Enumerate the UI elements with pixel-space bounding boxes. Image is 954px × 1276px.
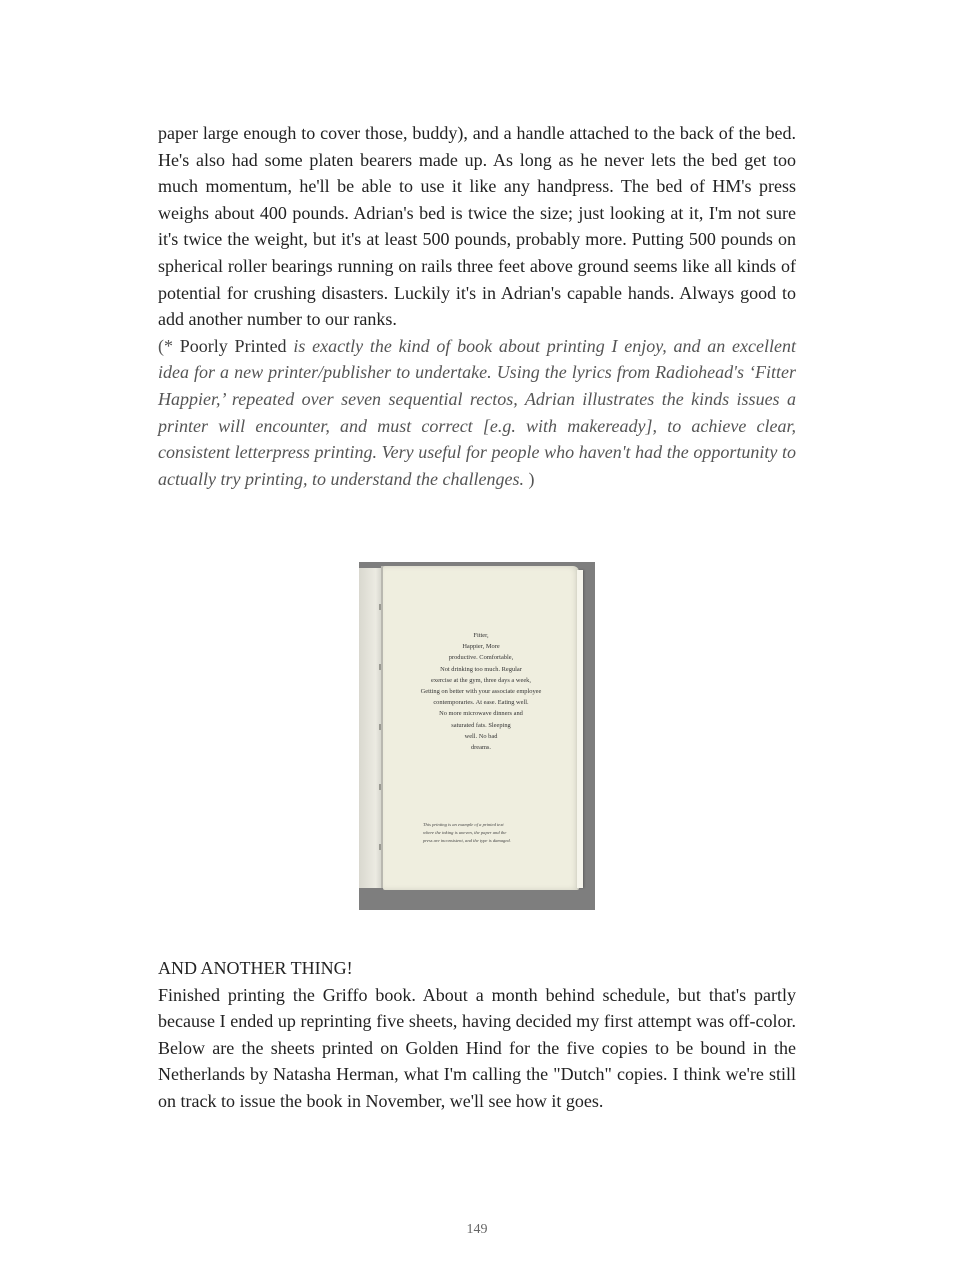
poem-line: Getting on better with your associate employee <box>420 688 542 696</box>
poem-line: dreams. <box>470 744 492 752</box>
photo-colophon <box>423 821 553 846</box>
colophon-line: press are inconsistent, and the type is damaged. <box>423 838 511 844</box>
poem-line: No more microwave dinners and <box>439 710 523 718</box>
note-close: ) <box>523 468 535 489</box>
paragraph-griffo: Finished printing the Griffo book. About a month behind schedule, but that's partly because I ended up reprinting five sheets, having decided my first attempt was off-color. Below are the sheets printed on Golden Hind for the five copies to be bound in the Netherlands by Natasha Herman, what I'm calling the "Dutch" copies. I think we're still on track to issue the book in November, we'll see how it goes. <box>158 984 796 1111</box>
poem-line: Happier, More <box>462 643 500 651</box>
poem-line: Not drinking too much. Regular <box>440 665 522 673</box>
photo-left-page <box>359 568 383 888</box>
photo-poem <box>383 630 579 753</box>
another-thing-section <box>158 955 796 1115</box>
poem-line: exercise at the gym, three days a week, <box>431 676 531 684</box>
poem-line: contemporaries. At ease. Eating well. <box>433 699 529 707</box>
page-number: 149 <box>466 1222 488 1237</box>
note-text: is exactly the kind of book about printing I enjoy, and an excellent idea for a new printer/publisher to undertake. Using the lyrics from Radiohead's ‘Fitter Happier,’ repeated over seven sequential rectos, Adrian illustrates the kinds issues a printer will encounter, and must correct [e.g. with makeready], to achieve clear, consistent letterpress printing. Very useful for people who haven't had the opportunity to actually try printing, to understand the challenges. <box>158 335 796 489</box>
poem-line: well. No bad <box>464 732 498 740</box>
poem-line: productive. Comfortable, <box>448 654 514 662</box>
section-heading: AND ANOTHER THING! <box>158 958 353 978</box>
book-photo <box>359 562 595 910</box>
poem-line: Fitter, <box>473 632 489 639</box>
photo-right-page <box>383 566 579 890</box>
poem-line: saturated fats. Sleeping <box>451 721 511 729</box>
book-note <box>158 333 796 493</box>
continuation-section <box>158 120 796 492</box>
paragraph-continuation: paper large enough to cover those, buddy), and a handle attached to the back of the bed. He's also had some platen bearers made up. As long as he never lets the bed get too much momentum, he'll be able to use it like any handpress. The bed of HM's press weighs about 400 pounds. Adrian's bed is twice the size; just looking at it, I'm not sure it's twice the weight, but it's at least 500 pounds, probably more. Putting 500 pounds on spherical roller bearings running on rails three feet above ground seems like all kinds of potential for crushing disasters. Luckily it's in Adrian's capable hands. Always good to add another number to our ranks. <box>158 123 796 330</box>
colophon-line: where the inking is uneven, the paper and the <box>423 830 507 836</box>
note-open: (* <box>158 335 180 356</box>
colophon-line: This printing is an example of a printed text <box>423 822 504 827</box>
note-book-title: Poorly Printed <box>179 335 287 356</box>
photo-page-edge <box>577 570 583 888</box>
